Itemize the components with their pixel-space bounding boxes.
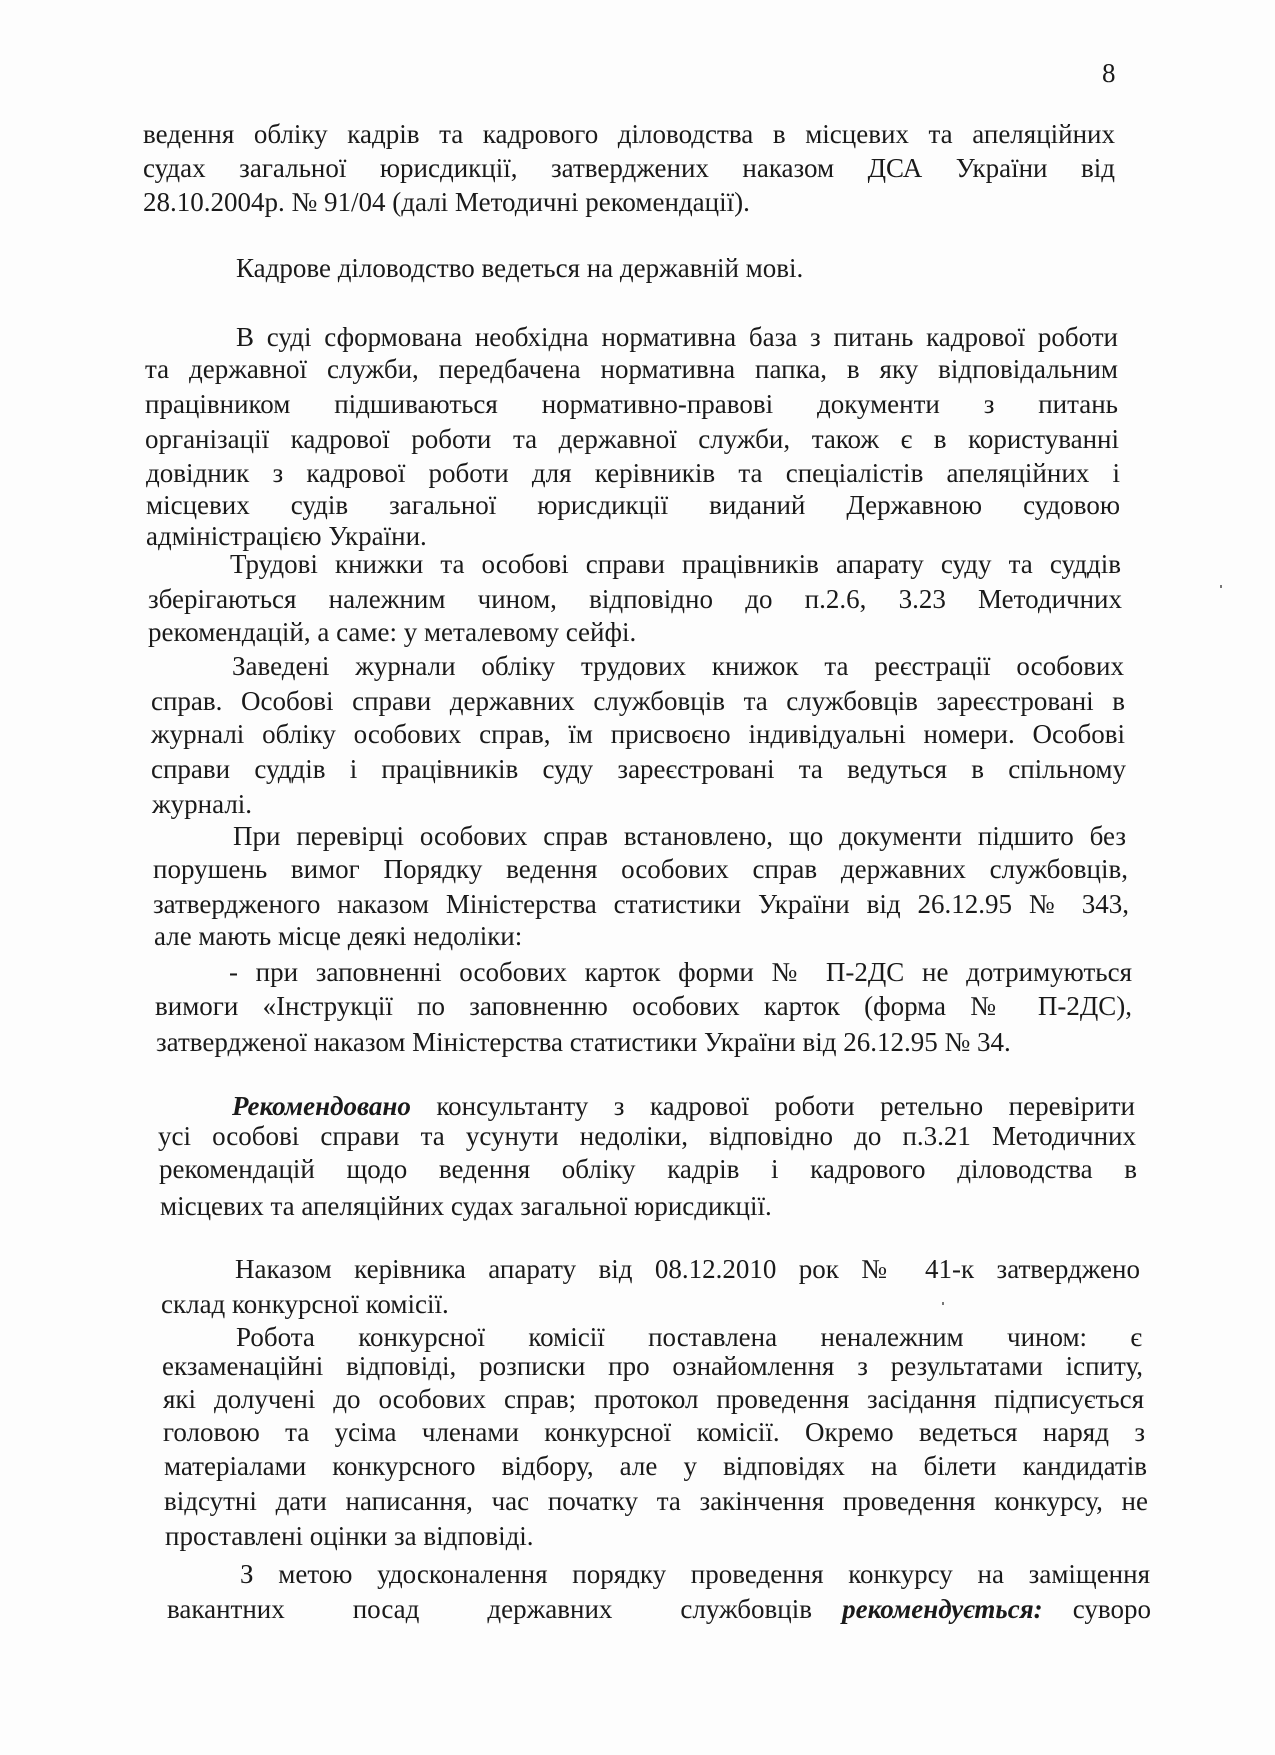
text-line: - при заповненні особових карток форми № П-2ДС не дотримуються — [229, 957, 1132, 987]
text-line: вимоги «Інструкції по заповненню особових карток (форма № П-2ДС), — [155, 991, 1132, 1021]
text-line: Трудові книжки та особові справи працівників апарату суду та суддів — [230, 549, 1121, 579]
text-line: усі особові справи та усунути недоліки, відповідно до п.3.21 Методичних — [158, 1121, 1136, 1151]
text-line: зберігаються належним чином, відповідно до п.2.6, 3.23 Методичних — [148, 584, 1122, 614]
text-line: працівником підшиваються нормативно-правові документи з питань — [145, 389, 1118, 419]
text-line: екзаменаційні відповіді, розписки про ознайомлення з результатами іспиту, — [162, 1351, 1143, 1381]
text-line: головою та усіма членами конкурсної комісії. Окремо ведеться наряд з — [163, 1417, 1145, 1447]
text-line: але мають місце деякі недоліки: — [154, 921, 523, 951]
text-line: Заведені журнали обліку трудових книжок та реєстрації особових — [232, 651, 1124, 681]
text-line: які долучені до особових справ; протокол проведення засідання підписується — [163, 1384, 1144, 1414]
text-line: Наказом керівника апарату від 08.12.2010 рок № 41-к затверджено — [235, 1254, 1140, 1284]
text-line: відсутні дати написання, час початку та закінчення проведення конкурсу, не — [164, 1486, 1148, 1516]
text-line: вакантних посад державних службовців рекомендується: суворо — [167, 1594, 1151, 1624]
text-line: порушень вимог Порядку ведення особових справ державних службовців, — [153, 854, 1128, 884]
text-line: місцевих судів загальної юрисдикції виданий Державною судовою — [146, 490, 1120, 520]
text-line: судах загальної юрисдикції, затверджених наказом ДСА України від — [143, 153, 1115, 183]
text-line: склад конкурсної комісії. — [161, 1289, 449, 1319]
text-line: справ. Особові справи державних службовців та службовців зареєстровані в — [151, 686, 1125, 716]
text-line: проставлені оцінки за відповіді. — [165, 1521, 534, 1551]
text-line: матеріалами конкурсного відбору, але у відповідях на білети кандидатів — [164, 1451, 1147, 1481]
scan-speck — [942, 1302, 944, 1305]
text-line: затвердженої наказом Міністерства статистики України від 26.12.95 № 34. — [156, 1027, 1011, 1057]
page-number: 8 — [1102, 58, 1116, 88]
text-line: журналі обліку особових справ, їм присвоєно індивідуальні номери. Особові — [151, 719, 1125, 749]
emphasis-recommended: Рекомендовано — [232, 1091, 411, 1121]
scan-speck — [1220, 585, 1222, 588]
text-line: ведення обліку кадрів та кадрового діловодства в місцевих та апеляційних — [143, 119, 1115, 149]
emphasis-recommended-is: рекомендується: — [842, 1594, 1043, 1624]
text-line: адміністрацією України. — [146, 521, 427, 551]
text-line: місцевих та апеляційних судах загальної юрисдикції. — [160, 1191, 772, 1221]
text-line: рекомендацій, а саме: у металевому сейфі. — [148, 617, 637, 647]
text-line: журналі. — [152, 789, 253, 819]
text-line: організації кадрової роботи та державної служби, також є в користуванні — [145, 424, 1119, 454]
text-line: рекомендацій щодо ведення обліку кадрів і кадрового діловодства в — [159, 1154, 1137, 1184]
text-line: Кадрове діловодство ведеться на державній мові. — [236, 253, 804, 283]
text-line: З метою удосконалення порядку проведення конкурсу на заміщення — [240, 1559, 1150, 1589]
text-line: При перевірці особових справ встановлено, що документи підшито без — [233, 821, 1126, 851]
text-line: довідник з кадрової роботи для керівників та спеціалістів апеляційних і — [146, 458, 1120, 488]
text-line: В суді сформована необхідна нормативна база з питань кадрової роботи — [236, 322, 1118, 352]
text-line: 28.10.2004р. № 91/04 (далі Методичні рекомендації). — [143, 187, 750, 217]
text-line: Рекомендовано консультанту з кадрової роботи ретельно перевірити — [232, 1091, 1135, 1121]
text-line: затвердженого наказом Міністерства статистики України від 26.12.95 № 343, — [153, 889, 1129, 919]
text-line: Робота конкурсної комісії поставлена неналежним чином: є — [236, 1322, 1142, 1352]
text-line: та державної служби, передбачена нормативна папка, в яку відповідальним — [145, 354, 1118, 384]
text-line: справи суддів і працівників суду зареєстровані та ведуться в спільному — [151, 754, 1126, 784]
